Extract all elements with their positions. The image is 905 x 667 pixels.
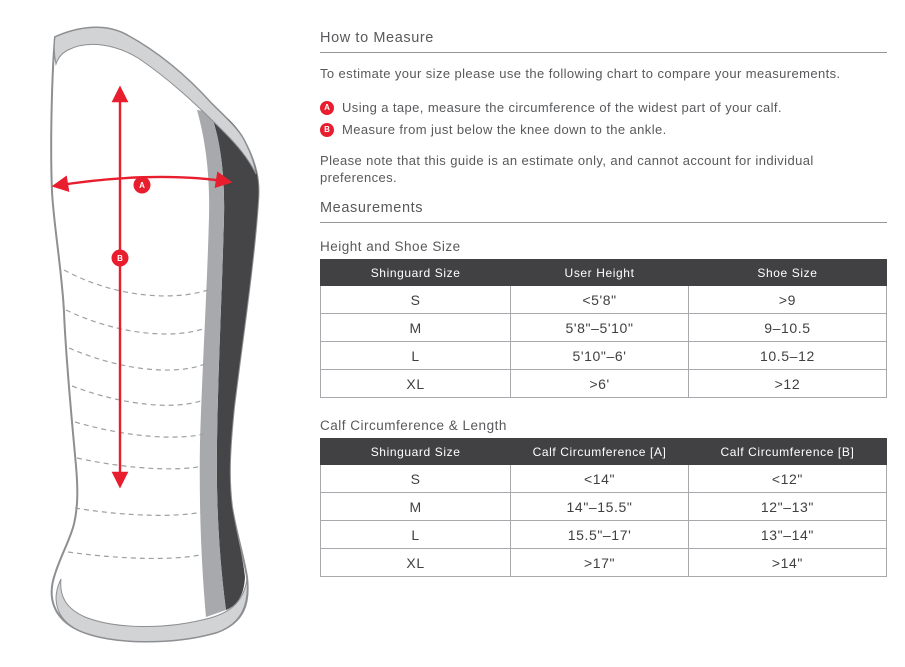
content-column <box>320 30 887 597</box>
step-b <box>320 122 887 138</box>
cell-user-height: >6' <box>511 370 689 398</box>
height-shoe-size-table <box>320 259 887 398</box>
table-row <box>321 493 887 521</box>
cell-shoe-size: 9–10.5 <box>688 314 886 342</box>
cell-size: L <box>321 521 511 549</box>
step-a <box>320 100 887 116</box>
column-header: Shoe Size <box>688 260 886 286</box>
column-header: Shinguard Size <box>321 260 511 286</box>
marker-b-badge: B <box>320 123 334 137</box>
marker-a-letter: A <box>139 181 145 190</box>
cell-size: M <box>321 493 511 521</box>
cell-calf-b: 13"–14" <box>688 521 886 549</box>
cell-size: S <box>321 465 511 493</box>
height-shoe-size-title: Height and Shoe Size <box>320 239 461 254</box>
calf-circumference-table <box>320 438 887 577</box>
calf-circumference-title: Calf Circumference & Length <box>320 418 507 433</box>
step-b-text: Measure from just below the knee down to the ankle. <box>342 122 667 137</box>
measure-steps <box>320 100 887 138</box>
cell-shoe-size: 10.5–12 <box>688 342 886 370</box>
table-row <box>321 521 887 549</box>
cell-size: S <box>321 286 511 314</box>
cell-size: M <box>321 314 511 342</box>
intro-paragraph: To estimate your size please use the following chart to compare your measurements. <box>320 66 841 81</box>
column-header: Calf Circumference [A] <box>511 439 689 465</box>
cell-calf-b: 12"–13" <box>688 493 886 521</box>
note-paragraph: Please note that this guide is an estimate only, and cannot account for individual preferences. <box>320 153 814 185</box>
marker-b-letter: B <box>117 254 123 263</box>
cell-calf-a: 15.5"–17' <box>511 521 689 549</box>
shinguard-illustration <box>20 12 302 657</box>
step-a-text: Using a tape, measure the circumference of the widest part of your calf. <box>342 100 782 115</box>
measurements-heading: Measurements <box>320 200 887 223</box>
column-header: User Height <box>511 260 689 286</box>
marker-a-badge: A <box>320 101 334 115</box>
table-row <box>321 549 887 577</box>
cell-calf-a: <14" <box>511 465 689 493</box>
column-header: Calf Circumference [B] <box>688 439 886 465</box>
cell-calf-a: >17" <box>511 549 689 577</box>
table-row <box>321 342 887 370</box>
table-row <box>321 314 887 342</box>
table-header-row <box>321 260 887 286</box>
cell-calf-b: <12" <box>688 465 886 493</box>
cell-user-height: <5'8" <box>511 286 689 314</box>
marker-a <box>134 177 151 194</box>
cell-size: XL <box>321 370 511 398</box>
cell-shoe-size: >9 <box>688 286 886 314</box>
cell-user-height: 5'10"–6' <box>511 342 689 370</box>
cell-user-height: 5'8"–5'10" <box>511 314 689 342</box>
how-to-measure-heading: How to Measure <box>320 30 887 53</box>
table-row <box>321 286 887 314</box>
column-header: Shinguard Size <box>321 439 511 465</box>
table-row <box>321 370 887 398</box>
cell-shoe-size: >12 <box>688 370 886 398</box>
table-header-row <box>321 439 887 465</box>
cell-size: L <box>321 342 511 370</box>
table-row <box>321 465 887 493</box>
marker-b <box>112 250 129 267</box>
cell-size: XL <box>321 549 511 577</box>
cell-calf-b: >14" <box>688 549 886 577</box>
cell-calf-a: 14"–15.5" <box>511 493 689 521</box>
